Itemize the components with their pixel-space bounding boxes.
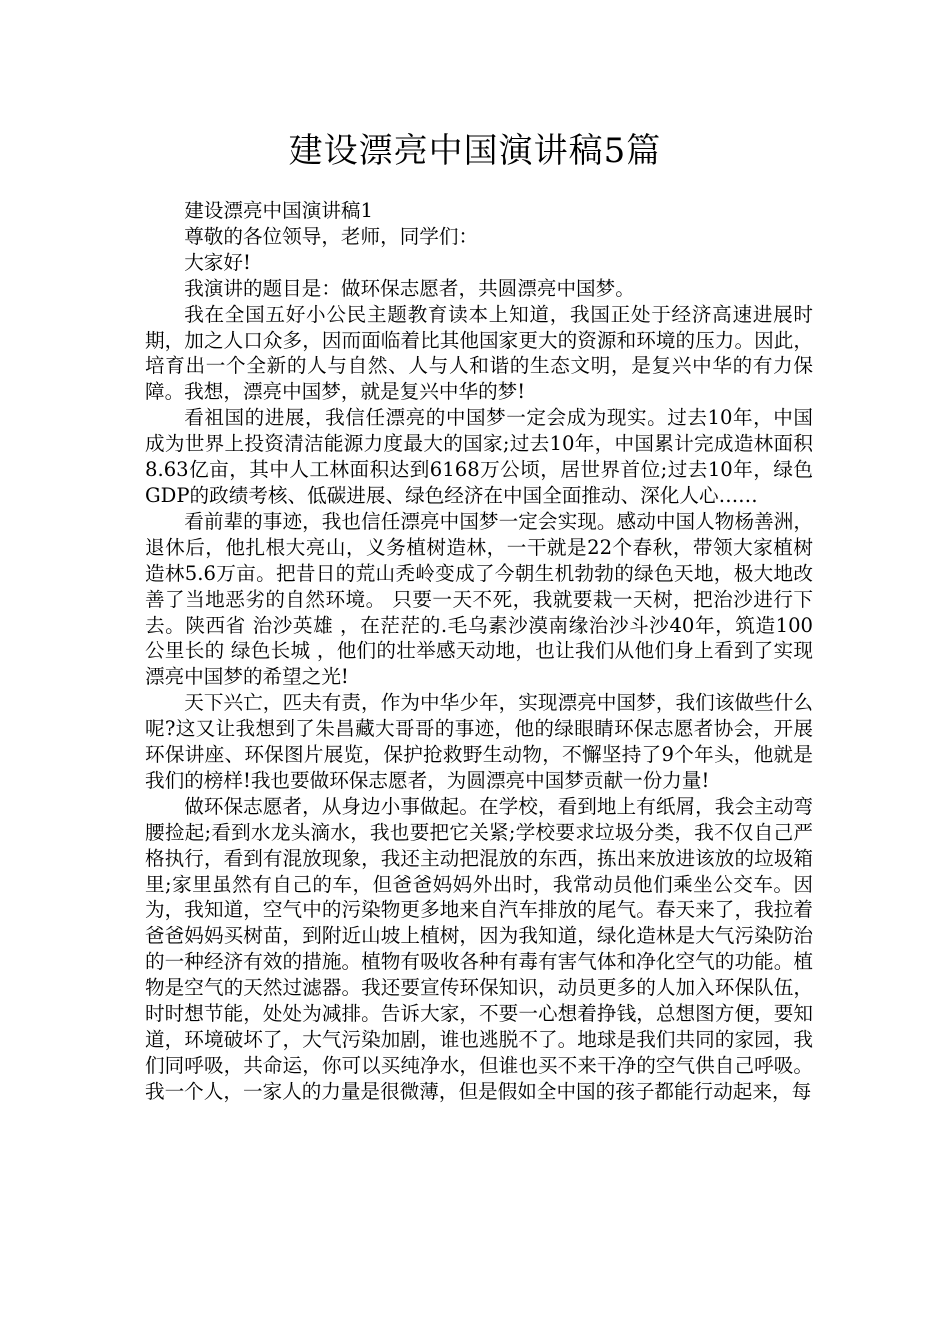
document-title: 建设漂亮中国演讲稿5篇 (288, 131, 662, 171)
paragraph-heading: 建设漂亮中国演讲稿1 (184, 199, 373, 222)
paragraph-body: 我在全国五好小公民主题教育读本上知道，我国正处于经济高速进展时期，加之人口众多，因而面临着比其他国家更大的资源和环境的压力。因此，培育出一个全新的人与自然、人与人和谐的生态文明，是复兴中华的有力保障。我想，漂亮中国梦，就是复兴中华的梦! (145, 302, 813, 404)
paragraph-topic: 我演讲的题目是：做环保志愿者，共圆漂亮中国梦。 (184, 276, 635, 300)
paragraph-body: 做环保志愿者，从身边小事做起。在学校，看到地上有纸屑，我会主动弯腰捡起;看到水龙头滴水，我也要把它关紧;学校要求垃圾分类，我不仅自己严格执行，看到有混放现象，我还主动把混放的东西，拣出来放进该放的垃圾箱里;家里虽然有自己的车，但爸爸妈妈外出时，我常动员他们乘坐公交车。因为，我知道，空气中的污染物更多地来自汽车排放的尾气。春天来了，我拉着爸爸妈妈买树苗，到附近山坡上植树，因为我知道，绿化造林是大气污染防治的一种经济有效的措施。植物有吸收各种有毒有害气体和净化空气的功能。植物是空气的天然过滤器。我还要宣传环保知识，动员更多的人加入环保队伍，时时想节能，处处为减排。告诉大家，不要一心想着挣钱，总想图方便，要知道，环境破坏了，大气污染加剧，谁也逃脱不了。地球是我们共同的家园，我们同呼吸，共命运，你可以买纯净水，但谁也买不来干净的空气供自己呼吸。我一个人，一家人的力量是很微薄，但是假如全中国的孩子都能行动起来，每 (145, 794, 813, 1103)
document-body (145, 198, 813, 1105)
paragraph-body: 看祖国的进展，我信任漂亮的中国梦一定会成为现实。过去10年，中国成为世界上投资清洁能源力度最大的国家;过去10年，中国累计完成造林面积8.63亿亩，其中人工林面积达到6168万公顷，居世界首位;过去10年，绿色GDP的政绩考核、低碳进展、绿色经济在中国全面推动、深化人心…… (145, 406, 813, 507)
paragraph-body: 看前辈的事迹，我也信任漂亮中国梦一定会实现。感动中国人物杨善洲，退休后，他扎根大亮山，义务植树造林，一干就是22个春秋，带领大家植树造林5.6万亩。把昔日的荒山秃岭变成了今朝生机勃勃的绿色天地，极大地改善了当地恶劣的自然环境。 只要一天不死，我就要栽一天树，把治沙进行下去。陕西省 治沙英雄 ，在茫茫的.毛乌素沙漠南缘治沙斗沙40年，筑造100公里长的 绿色长城 ，他们的壮举感天动地，也让我们从他们身上看到了实现漂亮中国梦的希望之光! (145, 509, 813, 689)
paragraph-greeting: 大家好! (184, 250, 251, 274)
paragraph-salutation: 尊敬的各位领导，老师，同学们： (184, 224, 479, 248)
paragraph-body: 天下兴亡，匹夫有责，作为中华少年，实现漂亮中国梦，我们该做些什么呢?这又让我想到了朱昌藏大哥哥的事迹，他的绿眼睛环保志愿者协会，开展环保讲座、环保图片展览，保护抢救野生动物，不懈坚持了9个年头，他就是我们的榜样!我也要做环保志愿者，为圆漂亮中国梦贡献一份力量! (145, 691, 813, 792)
